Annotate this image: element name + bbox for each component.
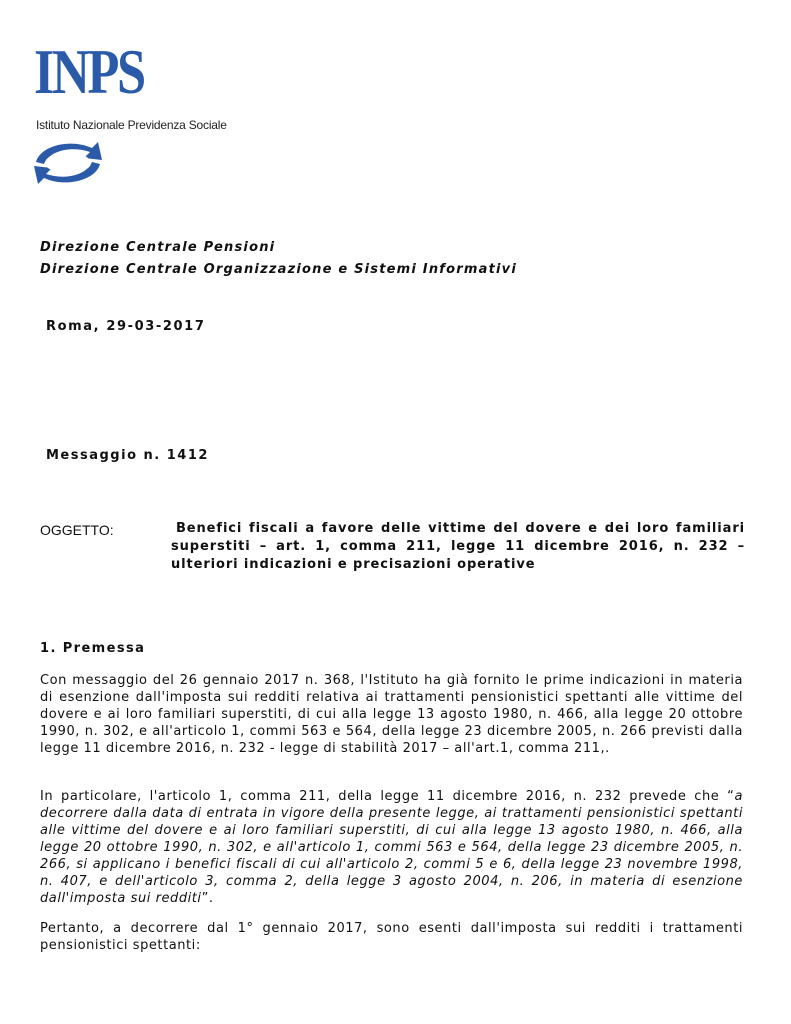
department-2: Direzione Centrale Organizzazione e Sistemi Informativi [40, 262, 518, 277]
paragraph-3: Pertanto, a decorrere dal 1° gennaio 2017, sono esenti dall'imposta sui redditi i trattamenti pensionistici spettanti: [40, 921, 743, 953]
message-number: Messaggio n. 1412 [46, 448, 209, 463]
paragraph-2 [40, 788, 743, 907]
paragraph-1: Con messaggio del 26 gennaio 2017 n. 368, l'Istituto ha già fornito le prime indicazioni in materia di esenzione dall'imposta sui redditi relativa ai trattamenti pensionistici spettanti alle vittime del dovere e ai loro familiari superstiti, di cui alla legge 13 agosto 1980, n. 466, alla legge 20 ottobre 1990, n. 302, e all'articolo 1, commi 563 e 564, della legge 23 dicembre 2005, n. 266 previsti dalla legge 11 dicembre 2016, n. 232 - legge di stabilità 2017 – all'art.1, comma 211,. [40, 673, 743, 756]
section-title: 1. Premessa [40, 641, 146, 656]
subject-label: OGGETTO: [40, 522, 114, 538]
inps-circular-arrows-icon [26, 138, 110, 188]
paragraph-2-end: ”. [201, 891, 214, 906]
inps-logo-subtitle: Istituto Nazionale Previdenza Sociale [36, 118, 227, 132]
document-date: Roma, 29-03-2017 [46, 319, 206, 334]
paragraph-2-intro: In particolare, l'articolo 1, comma 211, della legge 11 dicembre 2016, n. 232 prevede che “ [40, 789, 735, 804]
inps-logo-wordmark: INPS [34, 36, 144, 107]
department-1: Direzione Centrale Pensioni [40, 240, 276, 255]
paragraph-2-quote: a decorrere dalla data di entrata in vigore della presente legge, ai trattamenti pensionistici spettanti alle vittime del dovere e ai loro familiari superstiti, di cui alla legge 13 agosto 1980, n. 466, alla legge 20 ottobre 1990, n. 302, e all'articolo 1, commi 563 e 564, della legge 23 dicembre 2005, n. 266, si applicano i benefici fiscali di cui all'articolo 2, commi 5 e 6, della legge 23 novembre 1998, n. 407, e dell'articolo 3, comma 2, della legge 3 agosto 2004, n. 206, in materia di esenzione dall'imposta sui redditi [40, 789, 743, 906]
subject-text: Benefici fiscali a favore delle vittime del dovere e dei loro familiari superstiti – art. 1, comma 211, legge 11 dicembre 2016, n. 232 – ulteriori indicazioni e precisazioni operative [171, 521, 745, 572]
